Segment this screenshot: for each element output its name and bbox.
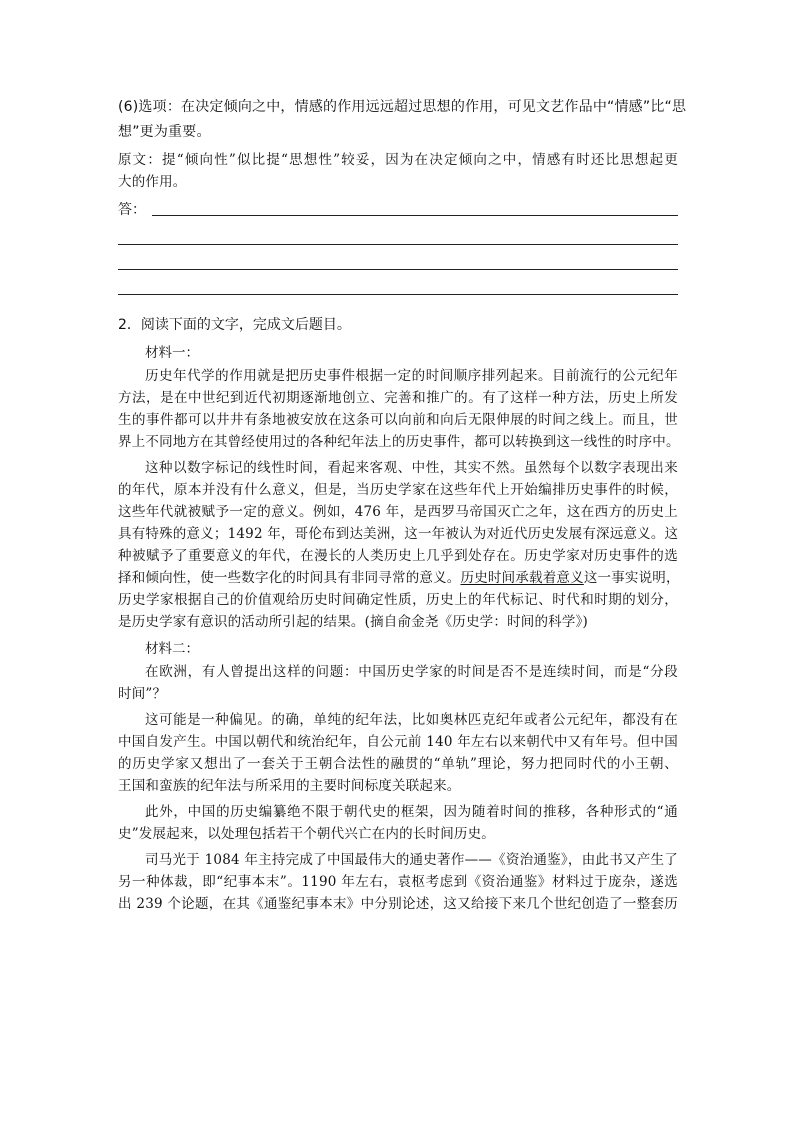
text-line: 司马光于 1084 年主持完成了中国最伟大的通史著作——《资治通鉴》，由此书又产生了 <box>145 852 678 868</box>
text-line: 历史年代学的作用就是把历史事件根据一定的时间顺序排列起来。目前流行的公元纪年 <box>145 368 678 384</box>
original-text-line: 原文：提“倾向性”似比提“思想性”较妥，因为在决定倾向之中，情感有时还比思想起更 <box>118 152 678 168</box>
question-2 <box>118 313 678 915</box>
text-segment: 择和倾向性，使一些数字化的时间具有非同寻常的意义。 <box>118 570 461 586</box>
material-1-title: 材料一： <box>145 345 199 361</box>
text-line: 的历史学家又想出了一套关于王朝合法性的融贯的“单轨”理论，努力把同时代的小王朝、 <box>118 756 678 772</box>
original-text-line: 大的作用。 <box>118 174 187 190</box>
answer-line[interactable] <box>118 245 678 270</box>
underlined-phrase: 历史时间承载着意义 <box>460 570 584 586</box>
text-line: 这种以数字标记的线性时间，看起来客观、中性，其实不然。虽然每个以数字表现出来 <box>145 460 678 476</box>
material-2-paragraph-1 <box>118 661 678 705</box>
text-line: 方法，是在中世纪到近代初期逐渐地创立、完善和推广的。有了这样一种方法，历史上所发 <box>118 390 678 406</box>
text-line: 中国自发产生。中国以朝代和统治纪年，自公元前 140 年左右以来朝代中又有年号。但中国 <box>118 734 678 750</box>
material-1-paragraph-2 <box>118 457 678 633</box>
text-line: 这些年代就被赋予一定的意义。例如，476 年，是西罗马帝国灭亡之年，这在西方的历史上 <box>118 504 678 520</box>
text-line: 具有特殊的意义；1492 年，哥伦布到达美洲，这一年被认为对近代历史发展有深远意义。这 <box>118 526 679 542</box>
material-2-title: 材料二： <box>145 641 199 657</box>
text-line: 在欧洲，有人曾提出这样的问题：中国历史学家的时间是否不是连续时间，而是“分段 <box>145 664 678 680</box>
text-line: 王国和蛮族的纪年法与所采用的主要时间标度关联起来。 <box>118 778 461 794</box>
text-line: 史”发展起来，以处理包括若干个朝代兴亡在内的长时间历史。 <box>118 826 496 842</box>
text-line: 种被赋予了重要意义的年代，在漫长的人类历史上几乎到处存在。历史学家对历史事件的选 <box>118 548 678 564</box>
option-line: (6)选项：在决定倾向之中，情感的作用远远超过思想的作用，可见文艺作品中“情感”比“思 <box>118 99 687 115</box>
text-line <box>118 567 678 589</box>
text-line: 的年代，原本并没有什么意义，但是，当历史学家在这些年代上开始编排历史事件的时候， <box>118 482 678 498</box>
text-line: 生的事件都可以井井有条地被安放在这条可以向前和向后无限伸展的时间之线上。而且，世 <box>118 412 678 428</box>
text-line: 出 239 个论题，在其《通鉴纪事本末》中分别论述，这又给接下来几个世纪创造了一整套历 <box>118 896 678 912</box>
text-line: 此外，中国的历史编纂绝不限于朝代史的框架，因为随着时间的推移，各种形式的“通 <box>145 804 678 820</box>
answer-line[interactable] <box>118 270 678 295</box>
question-prompt: 2．阅读下面的文字，完成文后题目。 <box>118 317 351 333</box>
question-6 <box>118 95 687 295</box>
answer-label: 答： <box>118 202 146 218</box>
document-page <box>118 95 687 915</box>
answer-area[interactable] <box>118 196 678 220</box>
material-2-paragraph-3 <box>118 801 678 845</box>
text-line: 是历史学家有意识的活动所引起的结果。(摘自俞金尧《历史学：时间的科学》) <box>118 614 588 630</box>
option-line: 想”更为重要。 <box>118 124 211 140</box>
material-2-paragraph-2 <box>118 709 678 797</box>
material-1-paragraph-1 <box>118 365 678 453</box>
text-line: 另一种体裁，即“纪事本末”。1190 年左右，袁枢考虑到《资治通鉴》材料过于庞杂，遂选 <box>118 874 678 890</box>
answer-line[interactable] <box>118 220 678 245</box>
text-segment: 这一事实说明， <box>583 570 680 586</box>
text-line: 时间”？ <box>118 686 167 702</box>
text-line: 历史学家根据自己的价值观给历史时间确定性质，历史上的年代标记、时代和时期的划分， <box>118 592 678 608</box>
answer-line[interactable] <box>152 215 678 216</box>
text-line: 界上不同地方在其曾经使用过的各种纪年法上的历史事件，都可以转换到这一线性的时序中。 <box>118 434 680 450</box>
material-2-paragraph-4 <box>118 849 678 915</box>
text-line: 这可能是一种偏见。的确，单纯的纪年法，比如奥林匹克纪年或者公元纪年，都没有在 <box>145 712 678 728</box>
